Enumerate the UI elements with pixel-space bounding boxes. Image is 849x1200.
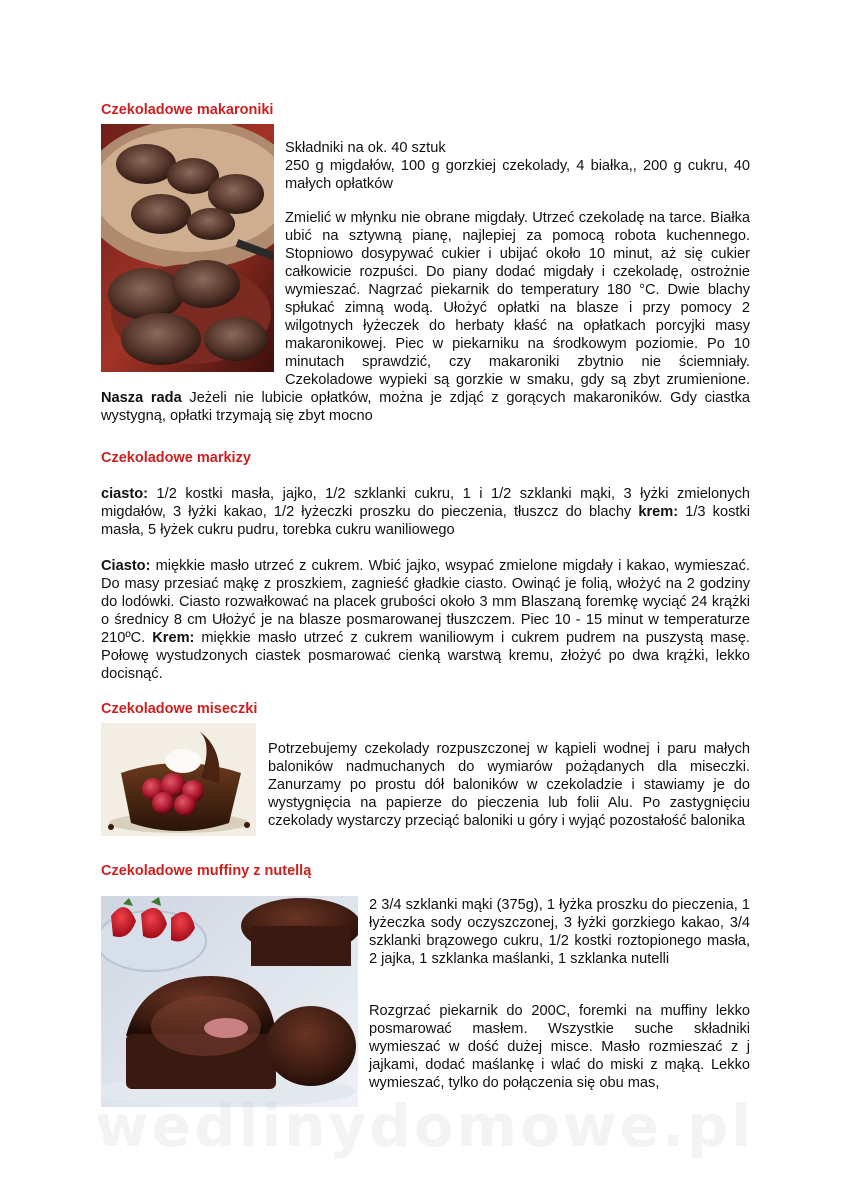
markizy-dough-label: ciasto: [101, 486, 149, 502]
markizy-cream-label: krem: [638, 504, 679, 520]
muffins-ingredients: 2 3/4 szklanki mąki (375g), 1 łyżka proszku do pieczenia, 1 łyżeczka sody oczyszczonej, 3 łyżki gorzkiego kakao, 3/4 szklanki brązowego cukru, 1/2 kostki roztopionego masła, 2 jajka, 1 szklanka maślanki, 1 szklanka nutelli [369, 897, 750, 967]
markizy-cream-method-text: miękkie masło utrzeć z cukrem waniliowym i cukrem pudrem na puszystą masę. Połowę wystudzonych ciastek posmarować cienką warstwą kremu, złożyć po dwa krążki, lekko docisnąć. [101, 630, 750, 682]
markizy-ingredients [101, 485, 750, 539]
macaroons-tip: Jeżeli nie lubicie opłatków, można je zdjąć z gorących makaroników. Gdy ciastka wystygną, opłatki trzymają się zbyt mocno [101, 390, 750, 424]
chocolate-bowls-photo [101, 723, 256, 836]
recipe-title-markizy: Czekoladowe markizy [101, 450, 251, 466]
recipe-title-muffins: Czekoladowe muffiny z nutellą [101, 863, 312, 879]
muffins-method: Rozgrzać piekarnik do 200C, foremki na muffiny lekko posmarować masłem. Wszystkie suche składniki wymieszać w dość dużej misce. Masło rozmieszać z j jajkami, dodać maślankę i wlać do miski z mąką. Lekko wymieszać, tylko do połączenia się obu mas, [369, 1003, 750, 1091]
site-watermark: wedlinydomowe.pl [95, 1092, 755, 1160]
macaroons-ingredients-heading: Składniki na ok. 40 sztuk [285, 140, 446, 156]
recipe-title-bowls: Czekoladowe miseczki [101, 701, 258, 717]
macaroons-method-block [101, 209, 750, 425]
recipe-title-macaroons: Czekoladowe makaroniki [101, 102, 274, 118]
markizy-method-label: Ciasto: [101, 558, 151, 574]
markizy-method [101, 557, 750, 683]
markizy-cream: 1/3 kostki masła, 5 łyżek cukru pudru, torebka cukru waniliowego [101, 504, 750, 538]
markizy-cream-method-label: Krem: [152, 630, 195, 646]
bowls-text: Potrzebujemy czekolady rozpuszczonej w kąpieli wodnej i paru małych baloników nadmuchanych do wymiarów pożądanych dla miseczki. Zanurzamy po prostu dół baloników w czekoladzie i stawiamy je do wystygnięcia na papierze do pieczenia lub folii Alu. Po zastygnięciu czekolady wystarczy przeciąć baloniki u góry i wyjąć pozostałość balonika [268, 741, 750, 829]
muffins-photo [101, 896, 358, 1107]
macaroons-tip-label: Nasza rada [101, 390, 182, 406]
markizy-dough: 1/2 kostki masła, jajko, 1/2 szklanki cukru, 1 i 1/2 szklanki mąki, 3 łyżki zmielonych migdałów, 3 łyżki kakao, 1/2 łyżeczki proszku do pieczenia, tłuszcz do blachy [101, 486, 750, 520]
macaroons-method: Zmielić w młynku nie obrane migdały. Utrzeć czekoladę na tarce. Białka ubić na sztywną pianę, najlepiej za pomocą robota kuchennego. Stopniowo dosypywać cukier i ubijać około 10 minut, aż się cukier całkowicie rozpuści. Do piany dodać migdały i czekoladę, ostrożnie wymieszać. Nagrzać piekarnik do temperatury 180 °C. Dwie blachy spłukać zimną wodą. Ułożyć opłatki na blasze i przy pomocy 2 wilgotnych łyżeczek do herbaty kłaść na opłatkach porcyjki masy makaronikowej. Piec w piekarniku na środkowym poziomie. Po 10 minutach sprawdzić, czy makaroniki zbytnio nie ściemniały. Czekoladowe wypieki są gorzkie w smaku, gdy są zbyt zrumienione. [285, 210, 750, 388]
macaroons-ingredients: 250 g migdałów, 100 g gorzkiej czekolady, 4 białka,, 200 g cukru, 40 małych opłatków [285, 158, 750, 192]
markizy-method-text: miękkie masło utrzeć z cukrem. Wbić jajko, wsypać zmielone migdały i kakao, wymieszać. Do masy przesiać mąkę z proszkiem, zagnieść gładkie ciasto. Owinąć je folią, włożyć na 2 godziny do lodówki. Ciasto rozwałkować na placek grubości około 3 mm Blaszaną foremkę wyciąć 24 krążki o średnicy 8 cm Ułożyć je na blasze posmarowanej tłuszczem. Piec 10 - 15 minut w temperaturze 210ºC. [101, 558, 750, 646]
